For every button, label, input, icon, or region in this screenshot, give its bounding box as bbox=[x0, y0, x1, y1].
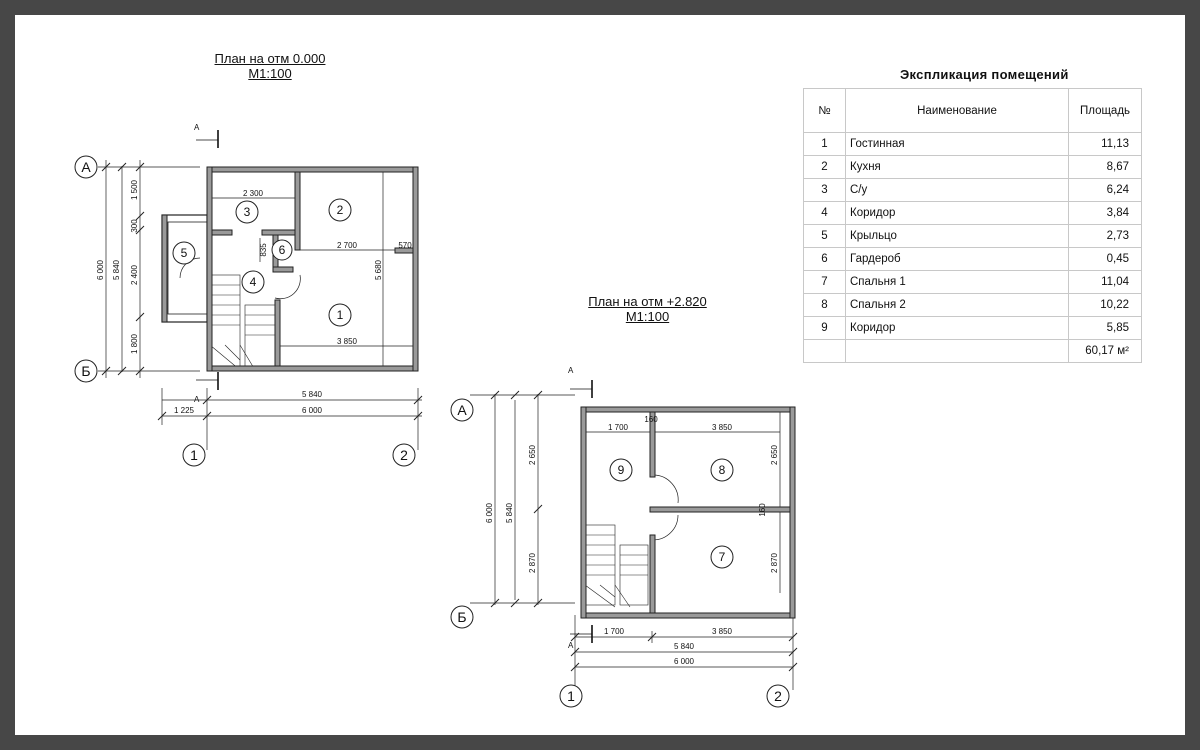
plan1-title bbox=[185, 51, 355, 81]
row-name: Гостинная bbox=[846, 133, 1069, 156]
plan2-scale: М1:100 bbox=[625, 309, 670, 324]
row-name: Спальня 1 bbox=[846, 271, 1069, 294]
dim-570: 570 bbox=[398, 241, 412, 250]
table-row bbox=[804, 225, 1142, 248]
plan2-title bbox=[560, 294, 735, 324]
axis-label-2-plan2: 2 bbox=[774, 688, 782, 704]
dim-2700: 2 700 bbox=[336, 241, 358, 250]
row-number: 2 bbox=[804, 156, 846, 179]
explication-header-row bbox=[804, 89, 1142, 133]
plan1-title-line1: План на отм 0.000 bbox=[214, 51, 326, 66]
row-area: 3,84 bbox=[1069, 202, 1142, 225]
axis-label-b: Б bbox=[81, 363, 91, 379]
row-number: 8 bbox=[804, 294, 846, 317]
row-number: 4 bbox=[804, 202, 846, 225]
row-number: 9 bbox=[804, 317, 846, 340]
dim-3850-top: 3 850 bbox=[711, 423, 733, 432]
section-mark-top: А bbox=[194, 123, 200, 132]
dim-5680: 5 680 bbox=[374, 259, 383, 281]
row-area: 0,45 bbox=[1069, 248, 1142, 271]
dim-1700-top: 1 700 bbox=[607, 423, 629, 432]
table-row bbox=[804, 271, 1142, 294]
table-row bbox=[804, 202, 1142, 225]
dim-6000-vertical: 6 000 bbox=[96, 259, 105, 281]
row-name: Гардероб bbox=[846, 248, 1069, 271]
dim-6000-vertical-plan2: 6 000 bbox=[485, 502, 494, 524]
room-label-6: 6 bbox=[278, 243, 286, 257]
axis-label-a-plan2: А bbox=[457, 402, 467, 418]
row-area: 5,85 bbox=[1069, 317, 1142, 340]
row-number: 6 bbox=[804, 248, 846, 271]
table-row bbox=[804, 294, 1142, 317]
dim-2650-left: 2 650 bbox=[528, 444, 537, 466]
row-name: Коридор bbox=[846, 317, 1069, 340]
row-number: 3 bbox=[804, 179, 846, 202]
axis-label-1: 1 bbox=[190, 447, 198, 463]
section-mark-bottom-plan2: А bbox=[568, 641, 574, 650]
dim-3850-bottom: 3 850 bbox=[711, 627, 733, 636]
ground-floor-plan bbox=[50, 110, 470, 450]
table-total-row bbox=[804, 340, 1142, 363]
dim-5840-horizontal: 5 840 bbox=[301, 390, 323, 399]
dim-6000-horizontal-plan2: 6 000 bbox=[673, 657, 695, 666]
table-row bbox=[804, 156, 1142, 179]
section-mark-bottom: А bbox=[194, 395, 200, 404]
row-area: 10,22 bbox=[1069, 294, 1142, 317]
plan2-axis-markers bbox=[557, 680, 817, 720]
section-mark-top-plan2: А bbox=[568, 366, 574, 375]
row-area: 2,73 bbox=[1069, 225, 1142, 248]
dim-2400: 2 400 bbox=[130, 264, 139, 286]
dim-1500: 1 500 bbox=[130, 179, 139, 201]
header-number: № bbox=[804, 89, 846, 133]
dim-160-wall: 160 bbox=[758, 503, 767, 517]
table-row bbox=[804, 248, 1142, 271]
plan1-axis-markers bbox=[180, 437, 440, 477]
room-label-5: 5 bbox=[180, 246, 188, 260]
dim-5840-horizontal-plan2: 5 840 bbox=[673, 642, 695, 651]
row-name: С/у bbox=[846, 179, 1069, 202]
row-number: 1 bbox=[804, 133, 846, 156]
row-area: 11,04 bbox=[1069, 271, 1142, 294]
drawing-sheet bbox=[15, 15, 1185, 735]
header-area: Площадь bbox=[1069, 89, 1142, 133]
room-label-8: 8 bbox=[718, 463, 726, 477]
row-number: 7 bbox=[804, 271, 846, 294]
header-name: Наименование bbox=[846, 89, 1069, 133]
room-label-1: 1 bbox=[336, 308, 344, 322]
dim-300: 300 bbox=[130, 219, 139, 233]
dim-6000-horizontal: 6 000 bbox=[301, 406, 323, 415]
row-area: 6,24 bbox=[1069, 179, 1142, 202]
table-row bbox=[804, 317, 1142, 340]
dim-2870-left: 2 870 bbox=[528, 552, 537, 574]
axis-label-2: 2 bbox=[400, 447, 408, 463]
axis-label-b-plan2: Б bbox=[457, 609, 467, 625]
upper-floor-plan bbox=[425, 345, 825, 705]
dim-3850: 3 850 bbox=[336, 337, 358, 346]
room-label-4: 4 bbox=[249, 275, 257, 289]
room-label-9: 9 bbox=[617, 463, 625, 477]
dim-835: 835 bbox=[259, 243, 268, 257]
dim-2650-right: 2 650 bbox=[770, 444, 779, 466]
dim-160-top: 160 bbox=[644, 415, 658, 424]
row-name: Спальня 2 bbox=[846, 294, 1069, 317]
dim-1700-bottom: 1 700 bbox=[603, 627, 625, 636]
plan2-title-line1: План на отм +2.820 bbox=[588, 294, 707, 309]
room-label-2: 2 bbox=[336, 203, 344, 217]
row-area: 11,13 bbox=[1069, 133, 1142, 156]
row-area: 8,67 bbox=[1069, 156, 1142, 179]
table-row bbox=[804, 133, 1142, 156]
row-name: Кухня bbox=[846, 156, 1069, 179]
axis-label-1-plan2: 1 bbox=[567, 688, 575, 704]
row-name: Крыльцо bbox=[846, 225, 1069, 248]
dim-5840-vertical: 5 840 bbox=[112, 259, 121, 281]
row-name: Коридор bbox=[846, 202, 1069, 225]
room-label-3: 3 bbox=[243, 205, 251, 219]
dim-1800: 1 800 bbox=[130, 333, 139, 355]
total-area: 60,17 м² bbox=[1069, 340, 1142, 363]
dim-2300: 2 300 bbox=[242, 189, 264, 198]
dim-2870-right: 2 870 bbox=[770, 552, 779, 574]
explication-table bbox=[803, 88, 1142, 363]
table-row bbox=[804, 179, 1142, 202]
plan1-scale: М1:100 bbox=[248, 66, 292, 81]
dim-1225: 1 225 bbox=[173, 406, 195, 415]
explication-title: Экспликация помещений bbox=[900, 67, 1069, 82]
row-number: 5 bbox=[804, 225, 846, 248]
dim-5840-vertical-plan2: 5 840 bbox=[505, 502, 514, 524]
room-label-7: 7 bbox=[718, 550, 726, 564]
axis-label-a: А bbox=[81, 159, 91, 175]
